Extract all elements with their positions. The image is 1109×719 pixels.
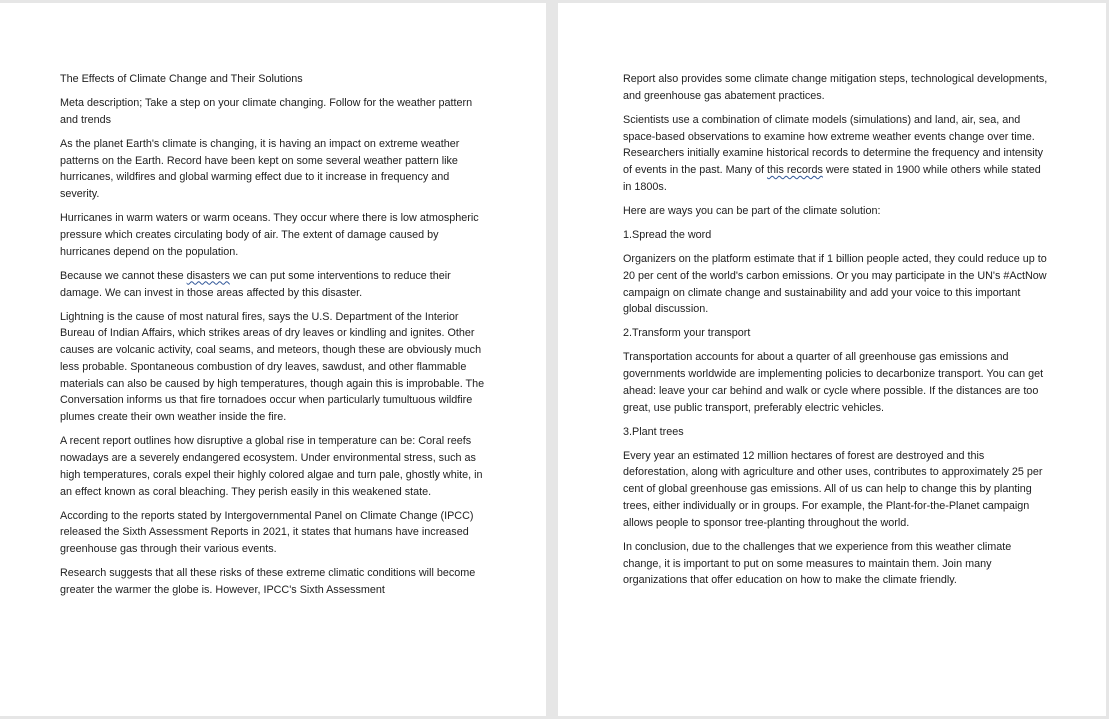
scientists-paragraph bbox=[623, 112, 1049, 196]
scientists-text-start: Scientists use a combination of climate models (simulations) and land, air, sea, and space-based observations to examine how extreme weather events change over time. Researchers initially examine historical records to determine the frequency and intensity of events in the past. Many of bbox=[623, 113, 1044, 177]
transport-paragraph: Transportation accounts for about a quarter of all greenhouse gas emissions and governments worldwide are implementing policies to decarbonize transport. You can get ahead: leave your car behind and walk or cycle where possible. If the distances are too great, use public transport, preferably electric vehicles. bbox=[623, 351, 1044, 414]
page-2-text-body[interactable] bbox=[623, 71, 1049, 596]
coral-reefs-paragraph: A recent report outlines how disruptive a global rise in temperature can be: Coral reefs nowadays are a severely endangered ecosystem. Under environmental stress, such as high temperatures, corals expel their highly colored algae and turn pale, ghostly white, in an effect known as coral bleaching. They perish easily in this weakened state. bbox=[60, 435, 483, 498]
grammar-flag-this-records[interactable]: this records bbox=[767, 164, 823, 177]
scientists-text-end: were stated in 1900 while others while stated in 1800s. bbox=[623, 164, 1041, 193]
heading-transform-transport: 2.Transform your transport bbox=[623, 327, 751, 340]
ipcc-paragraph: According to the reports stated by Intergovernmental Panel on Climate Change (IPCC) released the Sixth Assessment Reports in 2021, it states that humans have increased greenhouse gas through their various events. bbox=[60, 509, 474, 556]
solutions-intro-paragraph: Here are ways you can be part of the climate solution: bbox=[623, 204, 881, 217]
page-1-text-body[interactable] bbox=[60, 71, 488, 606]
document-title: The Effects of Climate Change and Their Solutions bbox=[60, 73, 303, 85]
plant-trees-paragraph: Every year an estimated 12 million hectares of forest are destroyed and this deforestation, along with agriculture and other uses, contributes to approximately 25 per cent of global greenhouse gas emissions. All of us can help to change this by planting trees, either individually or in groups. For example, the Plant-for-the-Planet campaign allows people to sponsor tree-planting throughout the world. bbox=[623, 449, 1043, 529]
grammar-flag-disasters[interactable]: disasters bbox=[186, 269, 230, 282]
hurricanes-paragraph: Hurricanes in warm waters or warm oceans. They occur where there is low atmospheric pressure which creates circulating body of air. The extent of damage caused by hurricanes depend on the population. bbox=[60, 212, 479, 258]
heading-plant-trees: 3.Plant trees bbox=[623, 425, 684, 438]
document-page-1[interactable] bbox=[0, 3, 546, 716]
heading-spread-the-word: 1.Spread the word bbox=[623, 228, 712, 241]
report-continuation-paragraph: Report also provides some climate change mitigation steps, technological developments, and greenhouse gas abatement practices. bbox=[623, 73, 1048, 102]
lightning-paragraph: Lightning is the cause of most natural fires, says the U.S. Department of the Interior Bureau of Indian Affairs, which strikes areas of dry leaves or kindling and ignites. Other causes are volcanic activity, coal seams, and meteors, though these are obviously much less probable. Spontaneous combustion of dry leaves, sawdust, and other flammable materials can also be caused by high temperatures, though again this is improbable. The Conversation informs us that fire tornadoes occur when particularly tumultuous wildfire plumes create their own weather inside the fire. bbox=[60, 310, 485, 424]
document-page-2[interactable] bbox=[558, 3, 1106, 716]
interventions-text-start: Because we cannot these bbox=[60, 269, 187, 282]
research-paragraph: Research suggests that all these risks of these extreme climatic conditions will become greater the warmer the globe is. However, IPCC's Sixth Assessment bbox=[60, 567, 476, 597]
spread-the-word-paragraph: Organizers on the platform estimate that if 1 billion people acted, they could reduce up to 20 per cent of the world's carbon emissions. Or you may participate in the UN's #ActNow campaign on climate change and sustainability and add your voice to this important global discussion. bbox=[623, 252, 1047, 316]
meta-description-paragraph: Meta description; Take a step on your climate changing. Follow for the weather pattern and trends bbox=[60, 96, 473, 126]
conclusion-paragraph: In conclusion, due to the challenges that we experience from this weather climate change, it is important to put on some measures to maintain them. Join many organizations that offer education on how to make the climate friendly. bbox=[623, 540, 1012, 587]
interventions-paragraph bbox=[60, 268, 488, 302]
interventions-text-end: we can put some interventions to reduce their damage. We can invest in those areas affected by this disaster. bbox=[60, 269, 451, 299]
intro-paragraph: As the planet Earth's climate is changing, it is having an impact on extreme weather patterns on the Earth. Record have been kept on some several weather pattern like hurricanes, wildfires and global warming effect due to it increase in frequency and severity. bbox=[60, 137, 460, 201]
